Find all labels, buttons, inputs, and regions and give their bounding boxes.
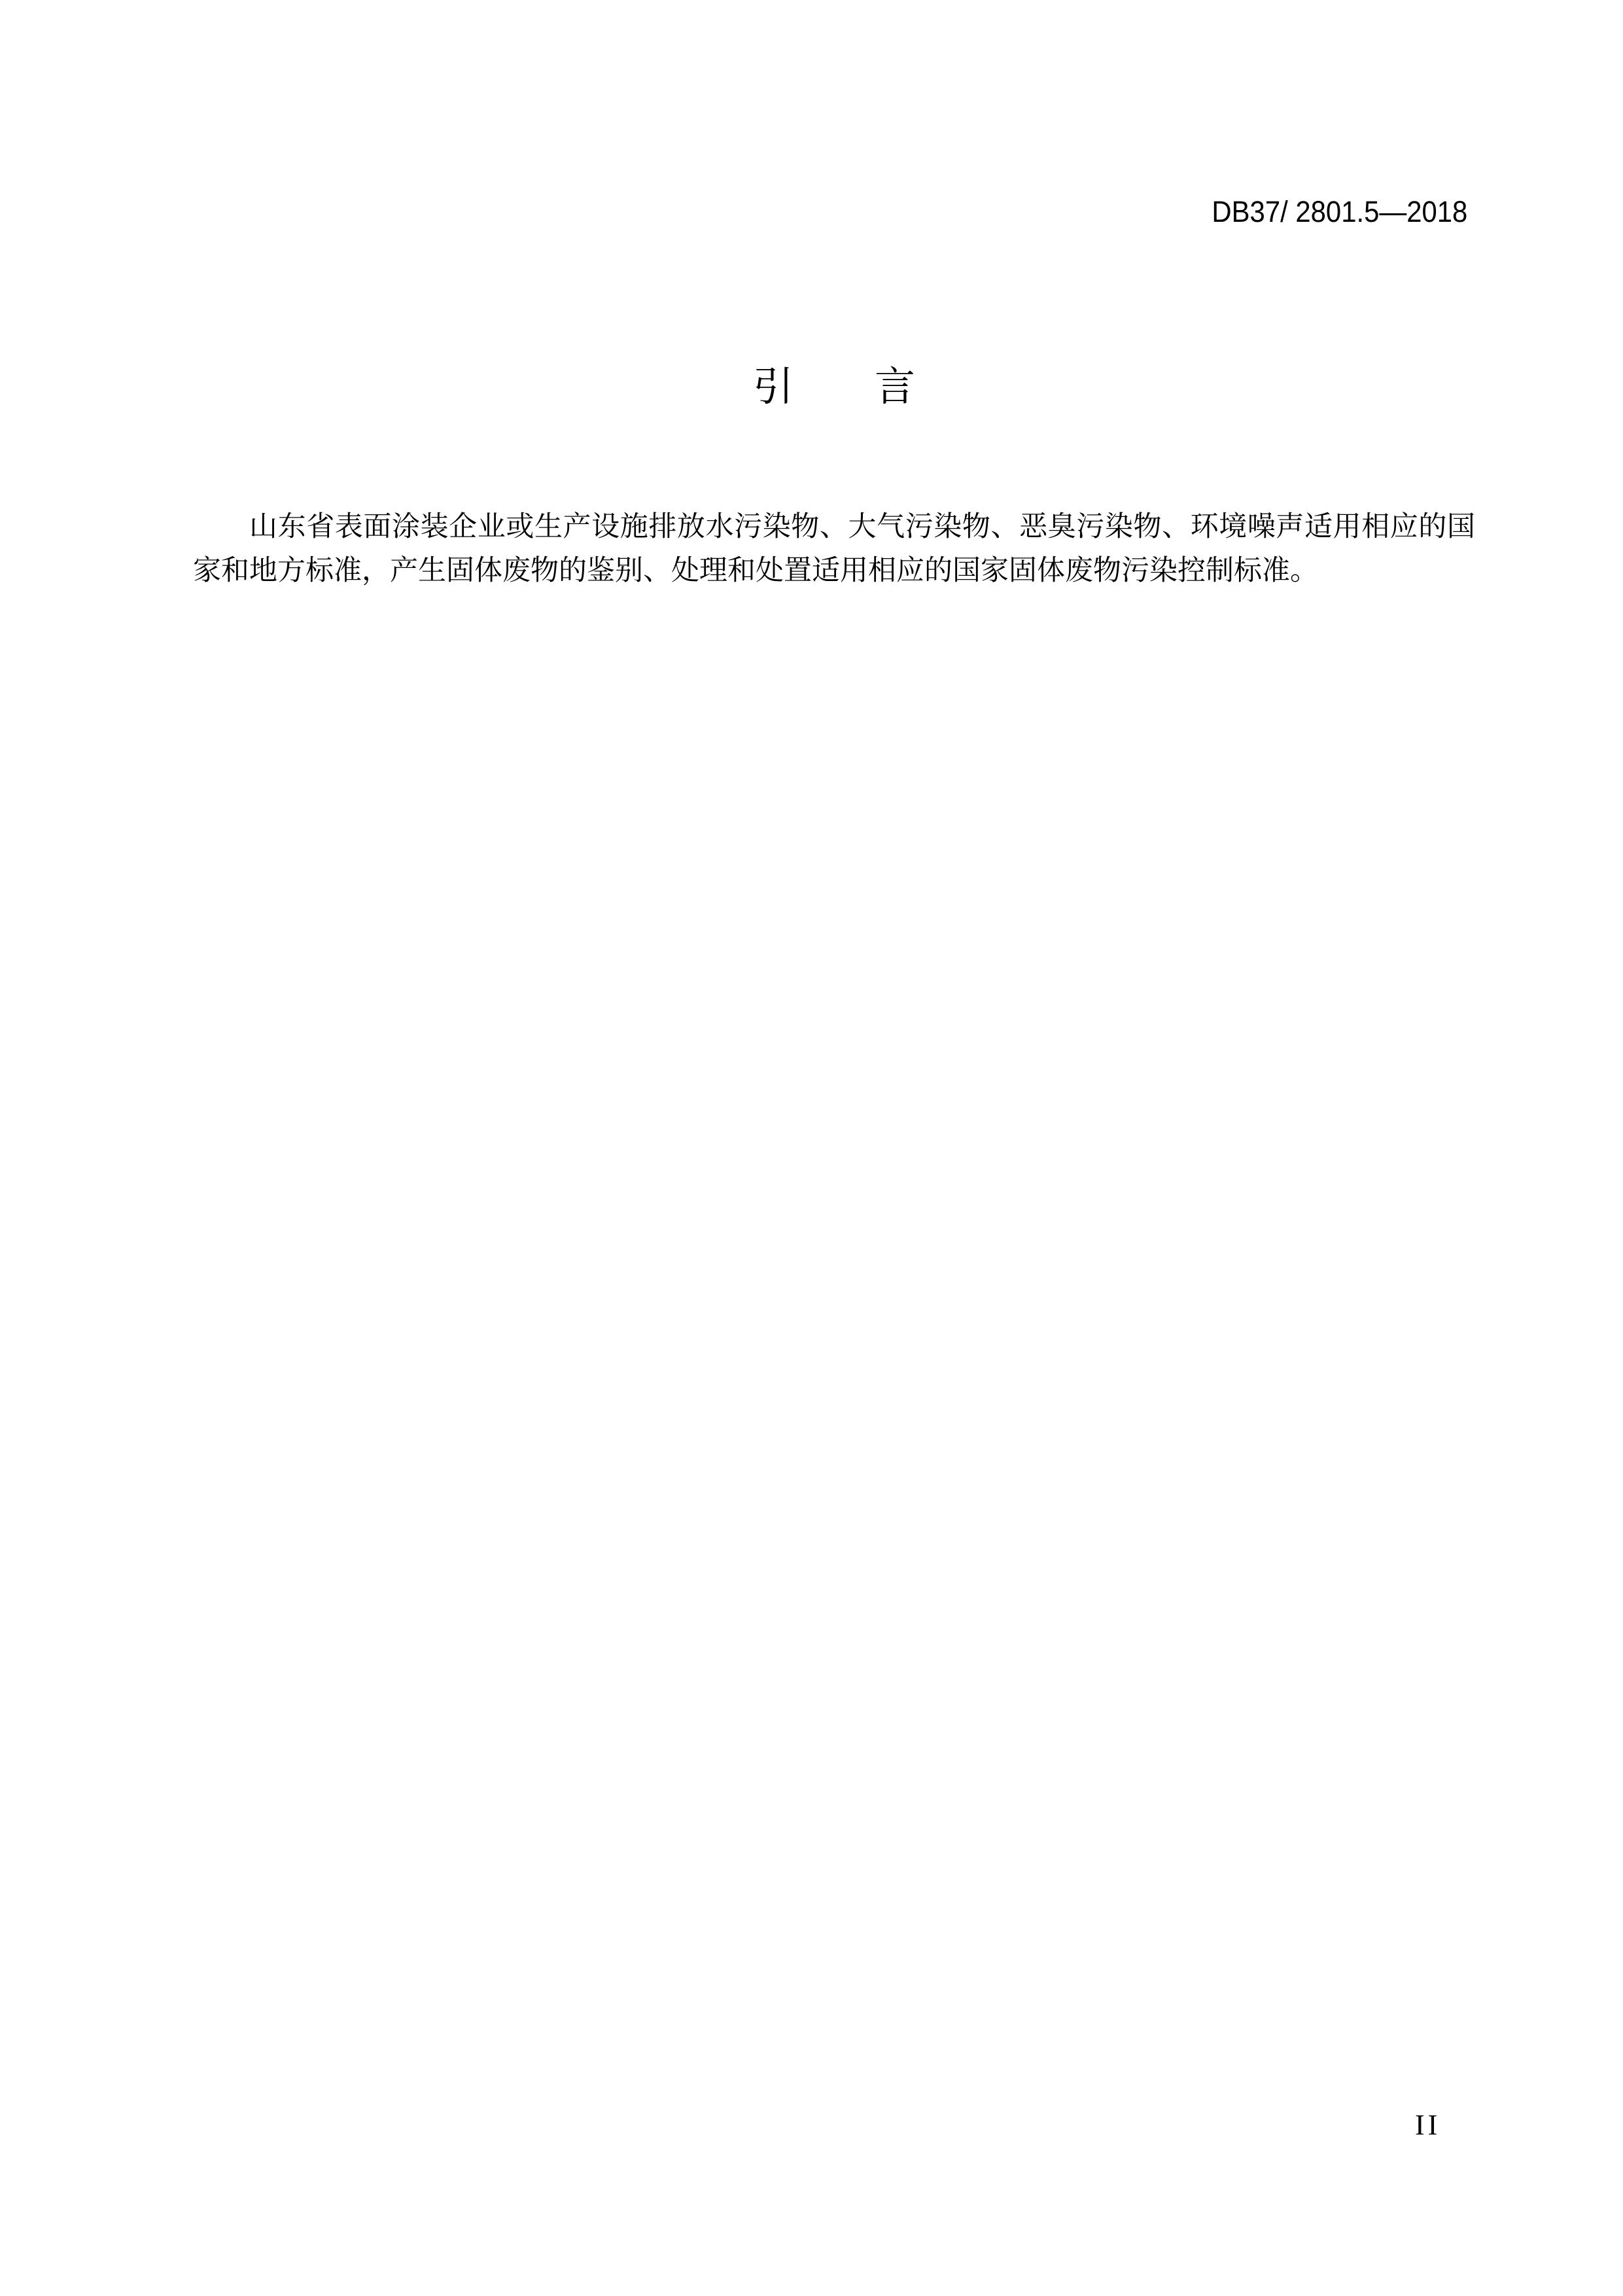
standard-code-header: DB37/ 2801.5—2018 [1212, 195, 1467, 228]
intro-paragraph: 山东省表面涂装企业或生产设施排放水污染物、大气污染物、恶臭污染物、环境噪声适用相应的国家和地方标准，产生固体废物的鉴别、处理和处置适用相应的国家固体废物污染控制标准。 [193, 512, 1475, 586]
page-number: II [1415, 2109, 1441, 2141]
section-title: 引 言 [752, 364, 915, 410]
